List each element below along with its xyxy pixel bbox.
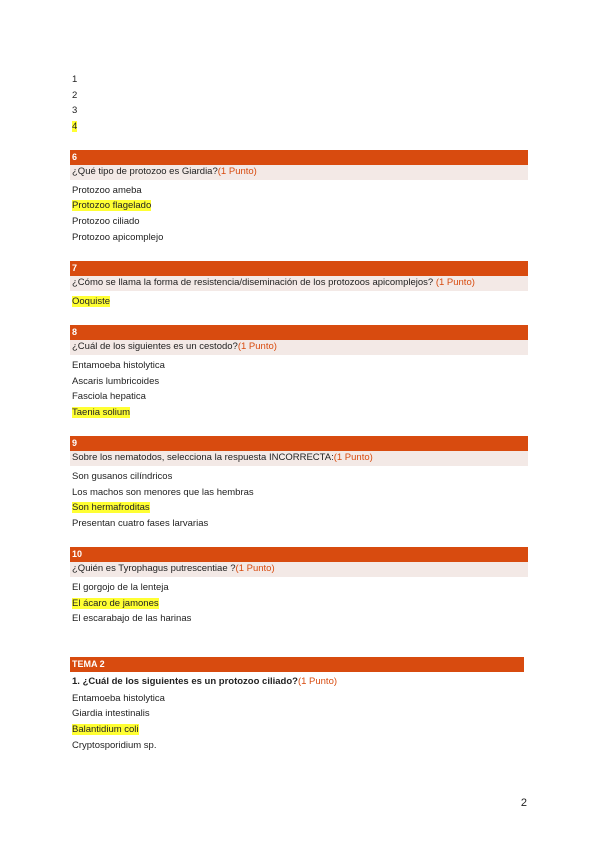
question-header-bar: 7 [70,261,528,276]
question-header-bar: 8 [70,325,528,340]
answer-option-correct: Protozoo flagelado [72,200,152,211]
answer-option: Los machos son menores que las hembras [72,487,254,498]
answer-option-correct: Ooquiste [72,296,111,307]
answer-option-correct: El ácaro de jamones [72,598,159,609]
question-text: ¿Cómo se llama la forma de resistencia/diseminación de los protozoos apicomplejos? (1 Punto) [72,277,475,288]
question-row [70,340,528,355]
points-label: (1 Punto) [333,452,373,463]
answer-option: Entamoeba histolytica [72,693,165,704]
list-item: 2 [72,90,78,101]
answer-option: Cryptosporidium sp. [72,740,157,751]
page-number: 2 [520,797,527,809]
answer-option-correct: Balantidium coli [72,724,139,735]
answer-option: El escarabajo de las harinas [72,613,192,624]
list-item: 1 [72,74,78,85]
question-row [70,451,528,466]
points-label: (1 Punto) [237,341,277,352]
tema-header-bar: TEMA 2 [70,657,524,672]
question-header-bar: 9 [70,436,528,451]
answer-option: El gorgojo de la lenteja [72,582,169,593]
answer-option-correct: Taenia solium [72,407,131,418]
question-text: ¿Qué tipo de protozoo es Giardia?(1 Punto) [72,166,257,177]
question-text: Sobre los nematodos, selecciona la respuesta INCORRECTA:(1 Punto) [72,452,373,463]
question-header-bar: 6 [70,150,528,165]
question-text: 1. ¿Cuál de los siguientes es un protozoo ciliado?(1 Punto) [72,676,338,687]
answer-option: Entamoeba histolytica [72,360,165,371]
question-row [70,165,528,180]
points-label: (1 Punto) [435,277,475,288]
question-row [70,562,528,577]
answer-option: Protozoo ciliado [72,216,140,227]
points-label: (1 Punto) [217,166,257,177]
answer-option: Presentan cuatro fases larvarias [72,518,209,529]
answer-option: Ascaris lumbricoides [72,376,160,387]
question-text: ¿Quién es Tyrophagus putrescentiae ?(1 Punto) [72,563,275,574]
question-text: ¿Cuál de los siguientes es un cestodo?(1 Punto) [72,341,277,352]
question-header-bar: 10 [70,547,528,562]
list-item: 4 [72,121,78,132]
answer-option: Fasciola hepatica [72,391,146,402]
answer-option: Giardia intestinalis [72,708,150,719]
points-label: (1 Punto) [297,676,338,687]
answer-option: Protozoo apicomplejo [72,232,164,243]
question-row [70,276,528,291]
answer-option: Son gusanos cilíndricos [72,471,173,482]
answer-option: Protozoo ameba [72,185,142,196]
answer-option-correct: Son hermafroditas [72,502,150,513]
list-item: 3 [72,105,78,116]
points-label: (1 Punto) [235,563,275,574]
